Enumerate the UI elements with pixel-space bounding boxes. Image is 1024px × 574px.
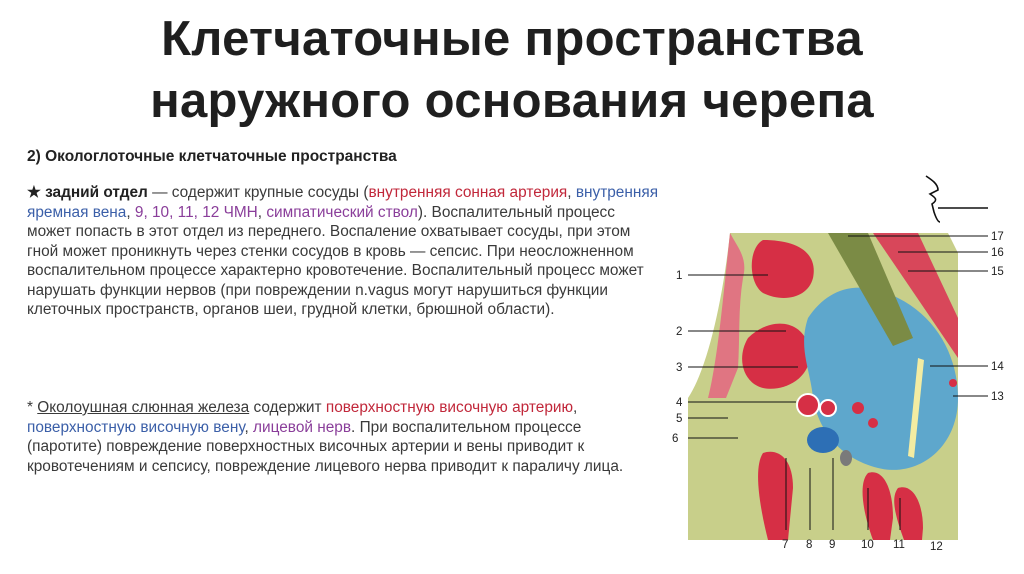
- figure-label: 13: [991, 391, 1004, 403]
- text-fragment: содержит: [249, 399, 326, 416]
- figure-label: 8: [806, 539, 813, 551]
- cross-section-body: [688, 233, 958, 540]
- figure-label: 14: [991, 361, 1004, 373]
- figure-label: 6: [672, 433, 679, 445]
- figure-label: 7: [782, 539, 789, 551]
- internal-jugular-vein-mark: [807, 427, 839, 453]
- title-line-1: Клетчаточные пространства: [161, 12, 863, 66]
- term-cranial-nerves: 9, 10, 11, 12 ЧМН: [134, 203, 258, 221]
- paragraph-posterior-section: [27, 183, 659, 320]
- figure-label: 11: [893, 539, 905, 551]
- vessel-mark: [820, 400, 836, 416]
- separator: ,: [126, 203, 135, 221]
- anatomy-cross-section-figure: [668, 168, 1024, 572]
- term-internal-jugular-vein: внутренняя яремная вена: [27, 184, 659, 221]
- figure-label: 10: [861, 539, 874, 551]
- slide-title: [0, 8, 1024, 132]
- title-line-2: наружного основания черепа: [150, 74, 874, 128]
- figure-label: 4: [676, 397, 683, 409]
- vessel-mark: [852, 402, 864, 414]
- asterisk-bullet: *: [27, 399, 38, 416]
- figure-label: 9: [829, 539, 836, 551]
- term-superficial-temporal-artery: поверхностную височную артерию: [325, 399, 574, 416]
- internal-carotid-artery-mark: [797, 394, 819, 416]
- figure-label: 12: [930, 541, 943, 553]
- paragraph-parotid-gland: [27, 398, 659, 476]
- text-fragment: ). Воспалительный процесс может попасть в этот отдел из переднего. Воспаление охватывает сосуды, при этом гной может проникнуть через стенки сосудов в кровь — сепсис. При неосложненном воспалительном процессе характерно кровотечение. Воспалительный процесс может нарушать функции нервов (при повреждении n.vagus могут нарушиться функции клеточных пространств, органов шеи, грудной клетки, брюшной области).: [27, 203, 644, 318]
- separator: ,: [244, 418, 254, 436]
- figure-label: 2: [676, 326, 683, 338]
- figure-label: 5: [676, 413, 683, 425]
- figure-label: 3: [676, 362, 683, 374]
- figure-label: 17: [991, 231, 1004, 243]
- separator: ,: [567, 184, 576, 201]
- figure-label: 1: [676, 270, 683, 282]
- figure-label: 15: [991, 266, 1004, 278]
- figure-label: 16: [991, 247, 1004, 259]
- term-internal-carotid-artery: внутренняя сонная артерия: [368, 184, 568, 201]
- separator: ,: [257, 203, 267, 221]
- nerve-mark: [840, 450, 852, 466]
- text-fragment: — содержит крупные сосуды (: [147, 184, 369, 201]
- vessel-mark: [868, 418, 878, 428]
- term-posterior-section: задний отдел: [45, 184, 148, 201]
- separator: ,: [573, 399, 578, 416]
- term-sympathetic-trunk: симпатический ствол: [266, 203, 418, 221]
- text-fragment: . При воспалительном процессе (паротите) повреждение поверхностных височных артерии и вены приводит к кровотечениям и сепсису, повреждение лицевого нерва приводит к параличу лица.: [27, 418, 624, 475]
- term-facial-nerve: лицевой нерв: [253, 418, 352, 436]
- vessel-mark: [949, 379, 957, 387]
- section-subtitle: 2) Окологлоточные клетчаточные пространства: [27, 148, 397, 165]
- term-superficial-temporal-vein: поверхностную височную вену: [27, 418, 245, 436]
- term-parotid-gland: Околоушная слюнная железа: [37, 399, 250, 416]
- face-profile-icon: [926, 176, 988, 222]
- star-bullet: ★: [27, 184, 46, 201]
